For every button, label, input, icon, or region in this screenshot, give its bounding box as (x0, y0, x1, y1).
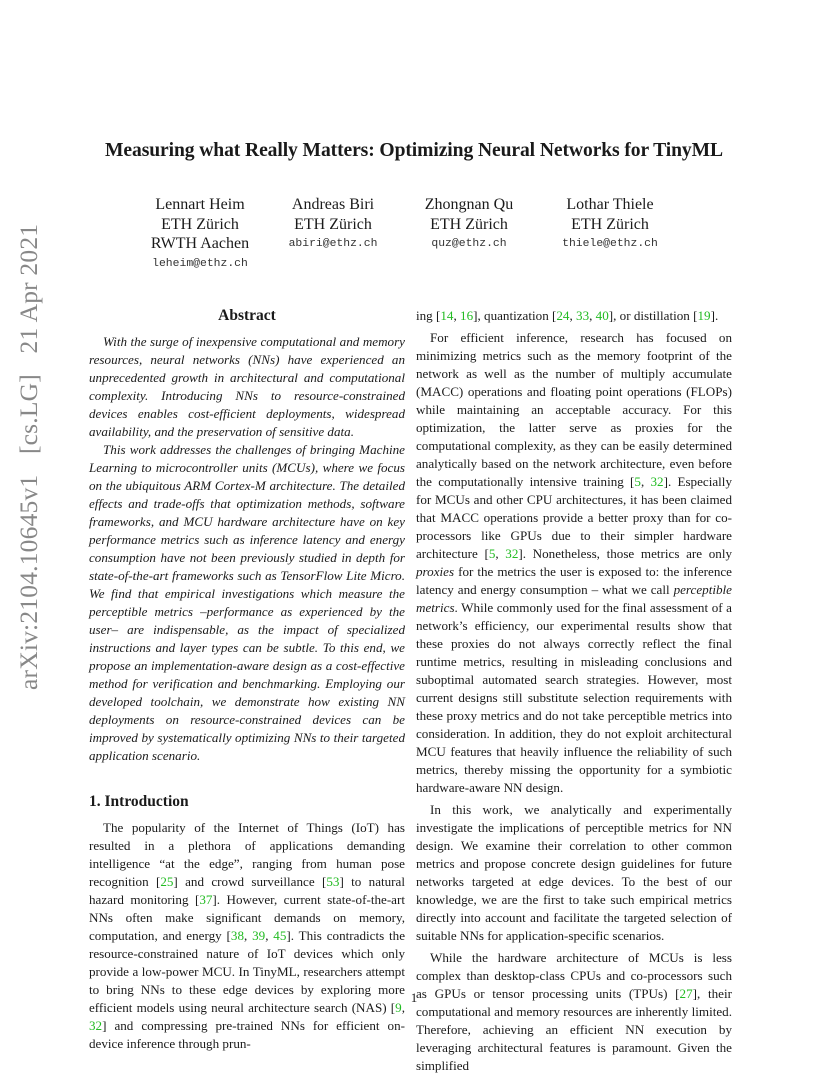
paper-title: Measuring what Really Matters: Optimizing Neural Networks for TinyML (105, 140, 723, 161)
abstract-paragraph: With the surge of inexpensive computational and memory resources, neural networks (NNs) have experienced an unprecedented growth in architectural and computational complexity. Introducing NNs to resource-constrained devices enables cost-efficient deployments, widespread availability, and the preservation of sensitive data. (89, 334, 405, 439)
author-block (140, 195, 260, 274)
body-paragraph: The popularity of the Internet of Things (IoT) has resulted in a plethora of applications demanding intelligence “at the edge”, ranging from human pose recognition [25] and crowd surveillance [53] to natural hazard monitoring [37]. However, current state-of-the-art NNs often make significant demands on memory, computation, and energy [38, 39, 45]. This contradicts the resource-constrained nature of IoT devices which only provide a low-power MCU. In TinyML, researchers attempt to bring NNs to these edge devices by exploring more efficient models using neural architecture search (NAS) [9, 32] and compressing pre-trained NNs for efficient on-device inference through prun- (89, 820, 406, 1051)
citation-link[interactable]: 37 (199, 892, 213, 907)
author-email[interactable]: quz@ethz.ch (431, 238, 507, 250)
arxiv-id: arXiv:2104.10645v1 (14, 474, 43, 690)
author-name: Lennart Heim (155, 196, 245, 213)
left-column (89, 307, 405, 1053)
author-block (273, 195, 393, 254)
author-affiliation: ETH Zürich (430, 215, 508, 233)
author-affiliation: RWTH Aachen (150, 235, 250, 252)
body-paragraph: While the hardware architecture of MCUs is less complex than desktop-class CPUs and co-processors such as GPUs or tensor processing units (TPUs) [27], their computational and memory resources are inherently limited. Therefore, achieving an efficient NN execution by leveraging architectural features is paramount. Given the simplified (416, 950, 732, 1073)
author-block (547, 195, 673, 254)
right-column (416, 307, 732, 1075)
author-affiliation: ETH Zürich (294, 215, 372, 233)
citation-link[interactable]: 5 (488, 546, 496, 561)
citation-link[interactable]: 38 (230, 928, 244, 943)
citation-link[interactable]: 14 (440, 308, 454, 323)
citation-link[interactable]: 32 (505, 546, 519, 561)
arxiv-stamp (14, 223, 44, 690)
author-block (407, 195, 531, 254)
abstract-paragraph: This work addresses the challenges of bringing Machine Learning to microcontroller units (MCUs), where we focus on the ubiquitous ARM Cortex-M architecture. The detailed effects and trade-offs that optimization methods, software frameworks, and MCU hardware architecture have on key performance metrics such as inference latency and energy consumption have not been previously studied in depth for state-of-the-art frameworks such as TensorFlow Lite Micro. We find that empirical investigations which measure the perceptible metrics –performance as experienced by the user– are indispensable, as the impact of specialized instructions and layer types can be subtle. To this end, we propose an implementation-aware design as a cost-effective method for verification and benchmarking. Employing our developed toolchain, we demonstrate how existing NN deployments on resource-constrained devices can be improved by systematically optimizing NNs to their targeted application scenario. (89, 442, 405, 763)
emphasis: perceptible metrics (416, 582, 732, 615)
citation-link[interactable]: 53 (326, 874, 340, 889)
page-number: 1 (410, 990, 418, 1005)
author-name: Lothar Thiele (566, 196, 654, 213)
author-name: Zhongnan Qu (424, 196, 514, 213)
arxiv-category: [cs.LG] (14, 374, 43, 455)
citation-link[interactable]: 33 (576, 308, 590, 323)
author-name: Andreas Biri (291, 196, 375, 213)
citation-link[interactable]: 24 (556, 308, 570, 323)
citation-link[interactable]: 39 (252, 928, 266, 943)
abstract (89, 333, 405, 765)
citation-link[interactable]: 16 (460, 308, 474, 323)
section-heading-introduction: 1. Introduction (89, 793, 189, 810)
author-email[interactable]: abiri@ethz.ch (288, 238, 378, 250)
author-affiliation: ETH Zürich (571, 215, 649, 233)
author-email[interactable]: thiele@ethz.ch (562, 238, 658, 250)
citation-link[interactable]: 32 (89, 1018, 103, 1033)
citation-link[interactable]: 27 (679, 986, 693, 1001)
citation-link[interactable]: 45 (273, 928, 287, 943)
emphasis: proxies (416, 564, 455, 579)
citation-link[interactable]: 9 (395, 1000, 402, 1015)
citation-link[interactable]: 32 (650, 474, 664, 489)
abstract-heading: Abstract (218, 307, 276, 324)
citation-link[interactable]: 19 (697, 308, 711, 323)
author-email[interactable]: leheim@ethz.ch (152, 257, 248, 270)
body-paragraph: For efficient inference, research has focused on minimizing metrics such as the memory footprint of the network as well as the number of multiply accumulate (MACC) operations and floating point operations (FLOPs) while maintaining an acceptable accuracy. For this optimization, the latter serve as proxies for the computational complexity, as they can be easily determined analytically based on the network architecture, even before the computationally intensive training [5, 32]. Especially for MCUs and other CPU architectures, it has been claimed that MACC operations provide a better proxy than for co-processors like GPUs due to their simpler hardware architecture [5, 32]. Nonetheless, those metrics are only proxies for the metrics the user is exposed to: the inference latency and energy consumption – what we call perceptible metrics. While commonly used for the final assessment of a network’s efficiency, our experimental results show that these proxies do not always correctly reflect the final runtime metrics, resulting in misleading conclusions and suboptimal automated search strategies. However, most current designs still substitute selection requirements with these proxy metrics and do not take perceptible metrics into consideration. In addition, they do not exploit architectural MCU features that heavily influence the reliability of such metrics, thereby missing the opportunity for a symbiotic hardware-aware NN design. (416, 330, 733, 795)
author-affiliation: ETH Zürich (161, 215, 239, 233)
citation-link[interactable]: 5 (634, 474, 641, 489)
body-paragraph-continued: ing [14, 16], quantization [24, 33, 40], or distillation [19]. (416, 308, 719, 323)
citation-link[interactable]: 40 (595, 308, 609, 323)
citation-link[interactable]: 25 (160, 874, 174, 889)
arxiv-date: 21 Apr 2021 (14, 223, 43, 354)
body-paragraph: In this work, we analytically and experimentally investigate the implications of perceptible metrics for NN design. We examine their correlation to other common metrics and propose concrete design guidelines for future networks targeted at edge devices. To the best of our knowledge, we are the first to take such empirical metrics directly into account and facilitate the targeted selection of suitable NNs for application-specific scenarios. (416, 802, 732, 943)
